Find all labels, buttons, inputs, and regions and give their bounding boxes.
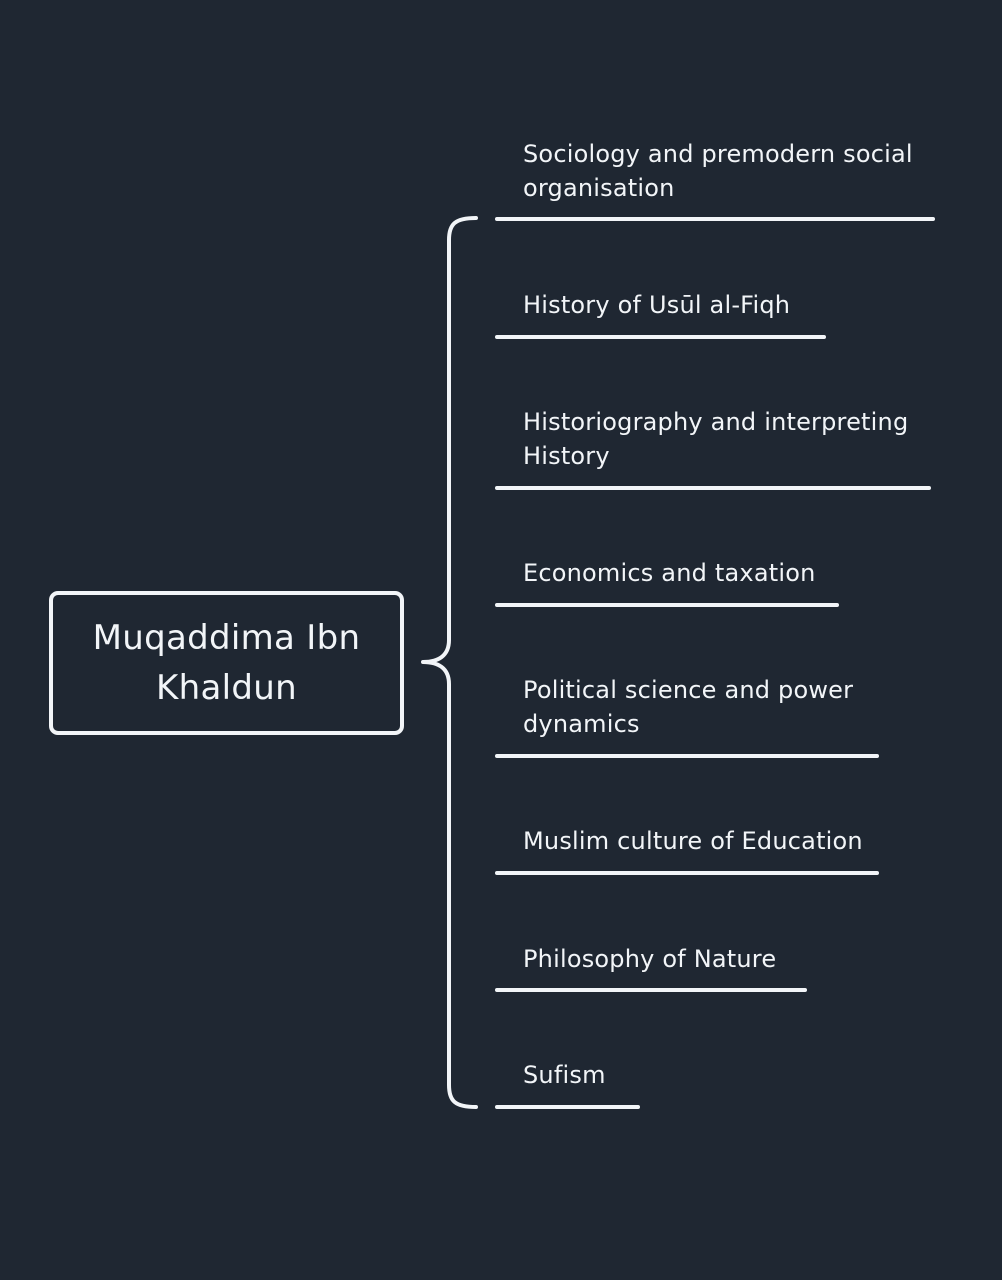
root-title: Muqaddima Ibn Khaldun [92,618,361,708]
branch-underline [495,217,935,221]
branch-underline [495,988,807,992]
branch-label-historiography[interactable]: Historiography and interpreting History [523,408,909,470]
branch-underline [495,335,826,339]
branch-underline [495,603,839,607]
branch-underline [495,486,931,490]
root-node[interactable] [49,591,404,735]
branch-label-usul-al-fiqh[interactable]: History of Usūl al-Fiqh [523,291,791,319]
branch-underline [495,871,879,875]
branch-underline [495,754,879,758]
branch-label-economics[interactable]: Economics and taxation [523,559,816,587]
branch-label-sufism[interactable]: Sufism [523,1061,606,1089]
branch-label-sociology[interactable]: Sociology and premodern social organisation [523,140,913,202]
branch-label-education[interactable]: Muslim culture of Education [523,827,863,855]
branch-label-philosophy-of-nature[interactable]: Philosophy of Nature [523,945,777,973]
branch-underline [495,1105,640,1109]
branch-label-political-science[interactable]: Political science and power dynamics [523,676,854,738]
